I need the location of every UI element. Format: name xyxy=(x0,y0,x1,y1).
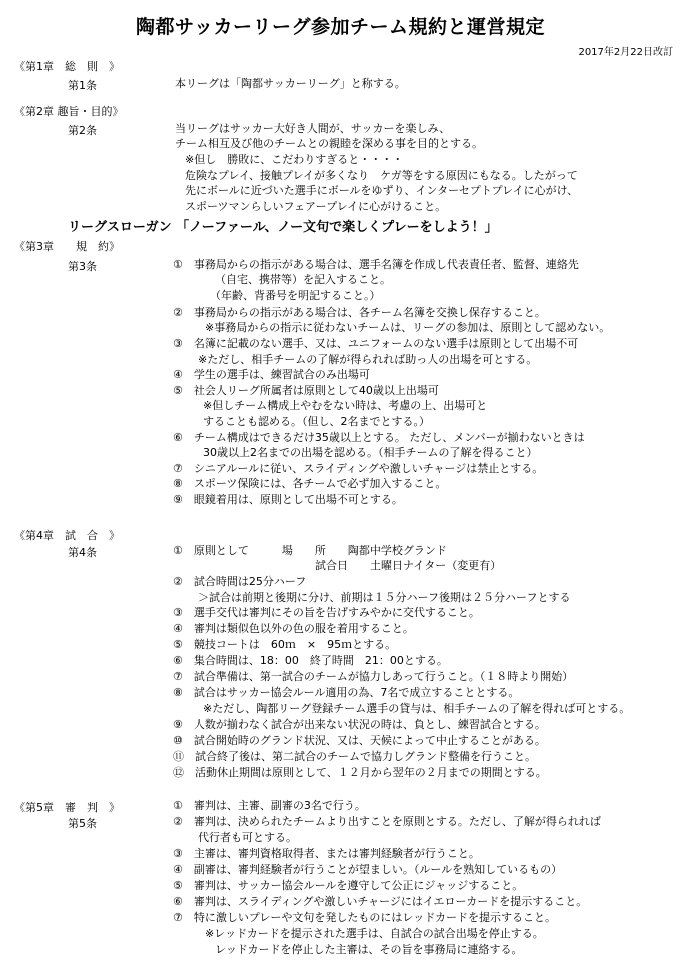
text-line: 危険なプレイ、接触プレイが多くなり ケガ等をする原因にもなる。したがって xyxy=(185,169,578,182)
text-line: （自宅、携帯等）を記入すること。 xyxy=(215,273,391,286)
chapter-heading: 《第5章 審 判 》 xyxy=(14,801,120,814)
text-line: ⑦ 試合準備は、第一試合のチームが協力しあって行うこと。（１８時より開始） xyxy=(173,670,574,683)
text-line: 先にボールに近づいた選手にボールをゆずり、インターセプトプレイに心がけ、 xyxy=(185,184,579,197)
text-line: ③ 名簿に記載のない選手、又は、ユニフォームのない選手は原則として出場不可 xyxy=(173,337,579,350)
text-line: ⑤ 社会人リーグ所属者は原則として40歳以上出場可 xyxy=(173,384,439,397)
chapter-heading: 《第4章 試 合 》 xyxy=(14,529,120,542)
text-line: ※ただし、相手チームの了解が得られれば助っ人の出場を可とする。 xyxy=(198,353,538,366)
text-line: ⑩ 試合開始時のグランド状況、又は、天候によって中止することがある。 xyxy=(173,734,546,747)
text-line: ⑧ スポーツ保険には、各チームで必ず加入すること。 xyxy=(173,477,447,490)
page-title: 陶都サッカーリーグ参加チーム規約と運営規定 xyxy=(135,16,546,38)
text-line: ① 事務局からの指示がある場合は、選手名簿を作成し代表責任者、監督、連絡先 xyxy=(173,258,579,271)
revision-date: 2017年2月22日改訂 xyxy=(578,47,673,58)
text-line: 30歳以上2名までの出場を認める。（相手チームの了解を得ること） xyxy=(203,446,538,459)
text-line: 代行者も可とする。 xyxy=(198,831,297,844)
text-line: （年齢、背番号を明記すること。） xyxy=(210,289,381,302)
article-label: 第5条 xyxy=(68,817,97,830)
text-line: ③ 主審は、審判資格取得者、または審判経験者が行うこと。 xyxy=(173,847,480,860)
text-line: 試合日 土曜日ナイター（変更有） xyxy=(315,559,502,572)
text-line: ⑪ 試合終了後は、第二試合のチームで協力しグランド整備を行うこと。 xyxy=(173,750,536,763)
text-line: ① 審判は、主審、副審の3名で行う。 xyxy=(173,799,366,812)
text-line: ※レッドカードを提示された選手は、自試合の試合出場を停止する。 xyxy=(205,927,544,940)
text-line: ④ 副審は、審判経験者が行うことが望ましい。（ルールを熟知しているもの） xyxy=(173,863,563,876)
chapter-heading: 《第3章 規 約》 xyxy=(14,240,120,253)
text-line: チーム相互及び他のチームとの親睦を深める事を目的とする。 xyxy=(175,137,483,150)
text-line: ⑨ 眼鏡着用は、原則として出場不可とする。 xyxy=(173,493,403,506)
text-line: ※ただし、陶都リーグ登録チーム選手の貸与は、相手チームの了解を得れば可とする。 xyxy=(203,702,631,715)
text-line: ⑨ 人数が揃わなく試合が出来ない状況の時は、負とし、練習試合とする。 xyxy=(173,718,546,731)
text-line: スポーツマンらしいフェアープレイに心がけること。 xyxy=(185,200,447,213)
text-line: ⑫ 活動休止期間は原則として、１２月から翌年の２月までの期間とする。 xyxy=(173,766,547,779)
text-line: ⑥ チーム構成はできるだけ35歳以上とする。 ただし、メンバーが揃わないときは xyxy=(173,431,585,444)
text-line: ⑤ 競技コートは 60ｍ × 95ｍとする。 xyxy=(173,638,397,651)
text-line: ⑥ 集合時間は、18：00 終了時間 21：00とする。 xyxy=(173,654,448,667)
text-line: ⑦ シニアルールに従い、スライディングや激しいチャージは禁止とする。 xyxy=(173,462,544,475)
article-label: 第1条 xyxy=(68,79,97,92)
text-line: ⑦ 特に激しいプレーや文句を発したものにはレッドカードを提示すること。 xyxy=(173,911,556,924)
league-slogan: リーグスローガン 「ノーファール、ノー文句で楽しくプレーをしよう！」 xyxy=(68,220,498,235)
text-line: ③ 選手交代は審判にその旨を告げすみやかに交代すること。 xyxy=(173,606,480,619)
text-line: ⑧ 試合はサッカー協会ルール適用の為、7名で成立することとする。 xyxy=(173,686,520,699)
text-line: ② 試合時間は25分ハーフ xyxy=(173,575,307,588)
text-line: ② 事務局からの指示がある場合は、各チーム名簿を交換し保存すること。 xyxy=(173,306,546,319)
text-line: ※但しチーム構成上やむをない時は、考慮の上、出場可と xyxy=(203,399,488,412)
text-line: することも認める。（但し、2名までとする。） xyxy=(203,415,430,428)
article-label: 第4条 xyxy=(68,546,97,559)
text-line: 当リーグはサッカー大好き人間が、サッカーを楽しみ、 xyxy=(175,122,451,135)
text-line: ④ 学生の選手は、練習試合のみ出場可 xyxy=(173,368,370,381)
text-line: ② 審判は、決められたチームより出すことを原則とする。ただし、了解が得られれば xyxy=(173,815,601,828)
text-line: ※但し 勝敗に、こだわりすぎると・・・・ xyxy=(185,153,404,166)
chapter-heading: 《第2章 趣旨・目的》 xyxy=(14,105,124,118)
text-line: ⑤ 審判は、サッカー協会ルールを遵守して公正にジャッジすること。 xyxy=(173,879,524,892)
text-line: 本リーグは「陶都サッカーリーグ」と称する。 xyxy=(175,77,406,90)
article-label: 第2条 xyxy=(68,124,97,137)
text-line: レッドカードを停止した主審は、その旨を事務局に連絡する。 xyxy=(215,943,523,956)
text-line: ④ 審判は類似色以外の色の服を着用すること。 xyxy=(173,622,414,635)
text-line: ＞試合は前期と後期に分け、前期は１５分ハーフ後期は２５分ハーフとする xyxy=(198,591,571,604)
chapter-heading: 《第1章 総 則 》 xyxy=(14,60,120,73)
text-line: ※事務局からの指示に従わないチームは、リーグの参加は、原則として認めない。 xyxy=(205,321,611,334)
text-line: ① 原則として 場 所 陶都中学校グランド xyxy=(173,544,447,557)
text-line: ⑥ 審判は、スライディングや激しいチャージにはイエローカードを提示すること。 xyxy=(173,895,588,908)
article-label: 第3条 xyxy=(68,260,97,273)
